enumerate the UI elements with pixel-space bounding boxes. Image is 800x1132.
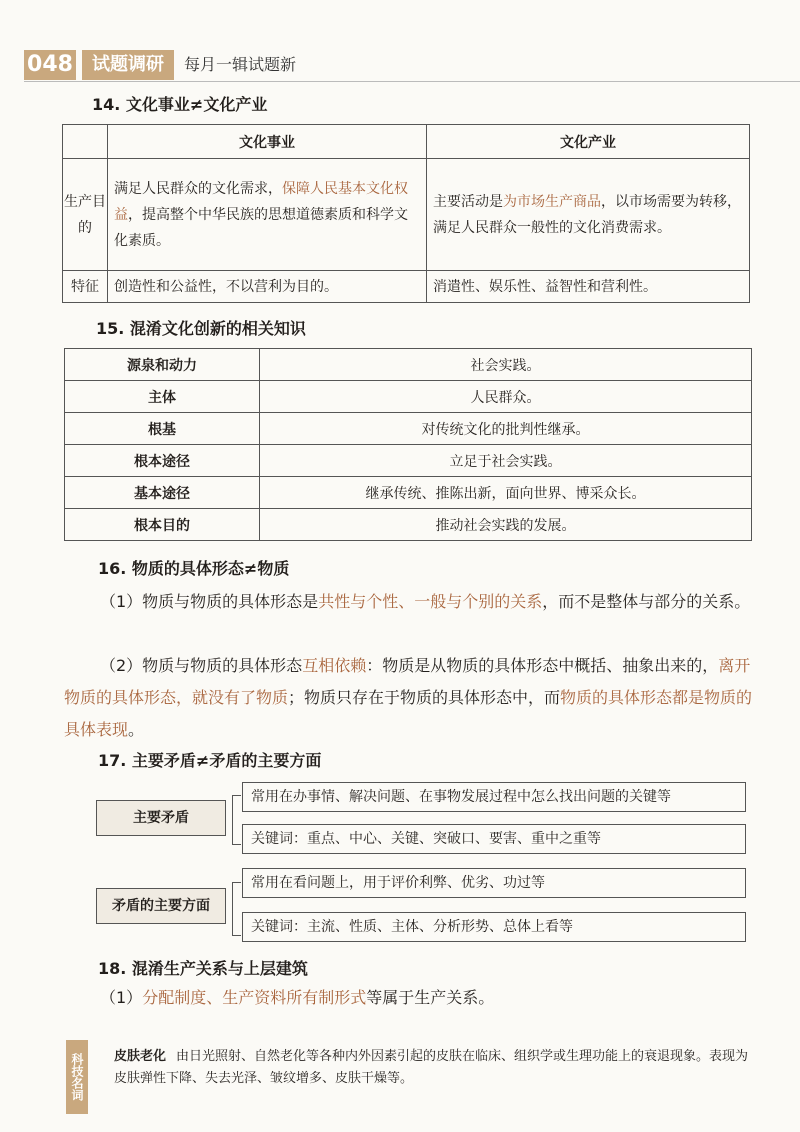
glossary-text: 由日光照射、自然老化等各种内外因素引起的皮肤在临床、组织学或生理功能上的衰退现象。表现为皮肤弹性下降、失去光泽、皱纹增多、皮肤干燥等。 <box>114 1049 749 1086</box>
table-cell: 主要活动是为市场生产商品，以市场需要为转移，满足人民群众一般性的文化消费需求。 <box>427 159 750 271</box>
table-row <box>63 159 750 271</box>
usage-box: 常用在办事情、解决问题、在事物发展过程中怎么找出问题的关键等 <box>242 782 746 812</box>
glossary-tag: 科技名词 <box>66 1040 88 1114</box>
corner-cell <box>63 125 108 159</box>
paragraph-18-1: （1）分配制度、生产资料所有制形式等属于生产关系。 <box>100 988 495 1007</box>
keywords-box: 关键词：主流、性质、主体、分析形势、总体上看等 <box>242 912 746 942</box>
page-number: 048 <box>24 50 76 80</box>
column-header: 文化事业 <box>108 125 427 159</box>
section-14-title: 14. 文化事业≠文化产业 <box>92 95 268 114</box>
table-cell: 创造性和公益性，不以营利为目的。 <box>108 271 427 303</box>
section-16-title: 16. 物质的具体形态≠物质 <box>98 559 290 578</box>
table-cell: 对传统文化的批判性继承。 <box>260 413 752 445</box>
table-row <box>65 349 752 381</box>
table-row <box>65 381 752 413</box>
table-cell: 满足人民群众的文化需求，保障人民基本文化权益，提高整个中华民族的思想道德素质和科学文化素质。 <box>108 159 427 271</box>
table-row <box>65 445 752 477</box>
table-cell: 推动社会实践的发展。 <box>260 509 752 541</box>
section-17-title: 17. 主要矛盾≠矛盾的主要方面 <box>98 751 322 770</box>
section-tag: 试题调研 <box>82 50 174 80</box>
table-cell: 继承传统、推陈出新，面向世界、博采众长。 <box>260 477 752 509</box>
table-row <box>65 509 752 541</box>
row-header: 生产目的 <box>63 159 108 271</box>
main-contradiction-label: 主要矛盾 <box>96 800 226 836</box>
culture-comparison-table <box>62 124 750 303</box>
row-label: 根基 <box>65 413 260 445</box>
header-divider <box>24 81 800 82</box>
table-row <box>65 477 752 509</box>
keywords-box: 关键词：重点、中心、关键、突破口、要害、重中之重等 <box>242 824 746 854</box>
page-header <box>24 50 800 80</box>
culture-innovation-table <box>64 348 752 541</box>
paragraph-16-1: （1）物质与物质的具体形态是共性与个性、一般与个别的关系，而不是整体与部分的关系。 <box>100 592 751 611</box>
table-cell: 立足于社会实践。 <box>260 445 752 477</box>
usage-box: 常用在看问题上，用于评价利弊、优劣、功过等 <box>242 868 746 898</box>
section-15-title: 15. 混淆文化创新的相关知识 <box>96 319 306 338</box>
row-label: 主体 <box>65 381 260 413</box>
row-label: 基本途径 <box>65 477 260 509</box>
glossary-note <box>114 1046 754 1090</box>
row-label: 源泉和动力 <box>65 349 260 381</box>
paragraph-16-2: （2）物质与物质的具体形态互相依赖：物质是从物质的具体形态中概括、抽象出来的，离开物质的具体形态，就没有了物质；物质只存在于物质的具体形态中，而物质的具体形态都是物质的具体表现。 <box>64 656 753 739</box>
bracket <box>232 795 241 845</box>
main-aspect-label: 矛盾的主要方面 <box>96 888 226 924</box>
column-header: 文化产业 <box>427 125 750 159</box>
table-cell: 社会实践。 <box>260 349 752 381</box>
row-header: 特征 <box>63 271 108 303</box>
header-subtitle: 每月一辑试题新 <box>184 55 297 74</box>
table-cell: 人民群众。 <box>260 381 752 413</box>
table-header-row <box>63 125 750 159</box>
bracket <box>232 882 241 936</box>
table-row <box>65 413 752 445</box>
row-label: 根本途径 <box>65 445 260 477</box>
row-label: 根本目的 <box>65 509 260 541</box>
section-18-title: 18. 混淆生产关系与上层建筑 <box>98 959 308 978</box>
table-cell: 消遣性、娱乐性、益智性和营利性。 <box>427 271 750 303</box>
glossary-term: 皮肤老化 <box>114 1049 167 1064</box>
table-row <box>63 271 750 303</box>
